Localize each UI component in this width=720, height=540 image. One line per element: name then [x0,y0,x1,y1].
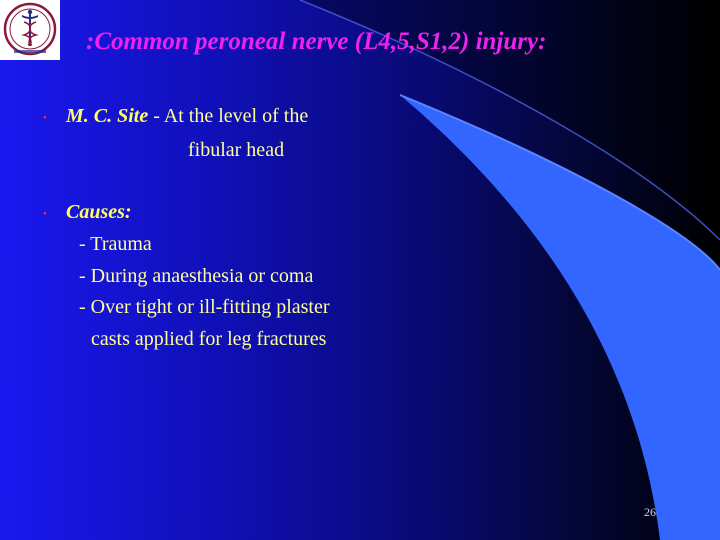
mc-site-continuation: fibular head [188,139,285,161]
bullet-mc-site [66,105,308,128]
bullet-marker: • [43,208,47,220]
cause-item: - During anaesthesia or coma [79,265,314,287]
bullet-marker: • [43,112,47,124]
cause-item-continuation: casts applied for leg fractures [91,328,327,350]
mc-site-heading: M. C. Site [66,105,149,127]
caduceus-emblem-icon [0,0,60,60]
causes-heading-text: Causes: [66,201,132,223]
page-number: 26 [644,505,656,519]
slide-title: :Common peroneal nerve (L4,5,S1,2) injury: [86,28,547,55]
causes-heading [66,201,132,224]
mc-site-text: - At the level of the [148,105,309,127]
cause-item: - Trauma [79,233,152,255]
cause-item: - Over tight or ill-fitting plaster [79,296,330,318]
